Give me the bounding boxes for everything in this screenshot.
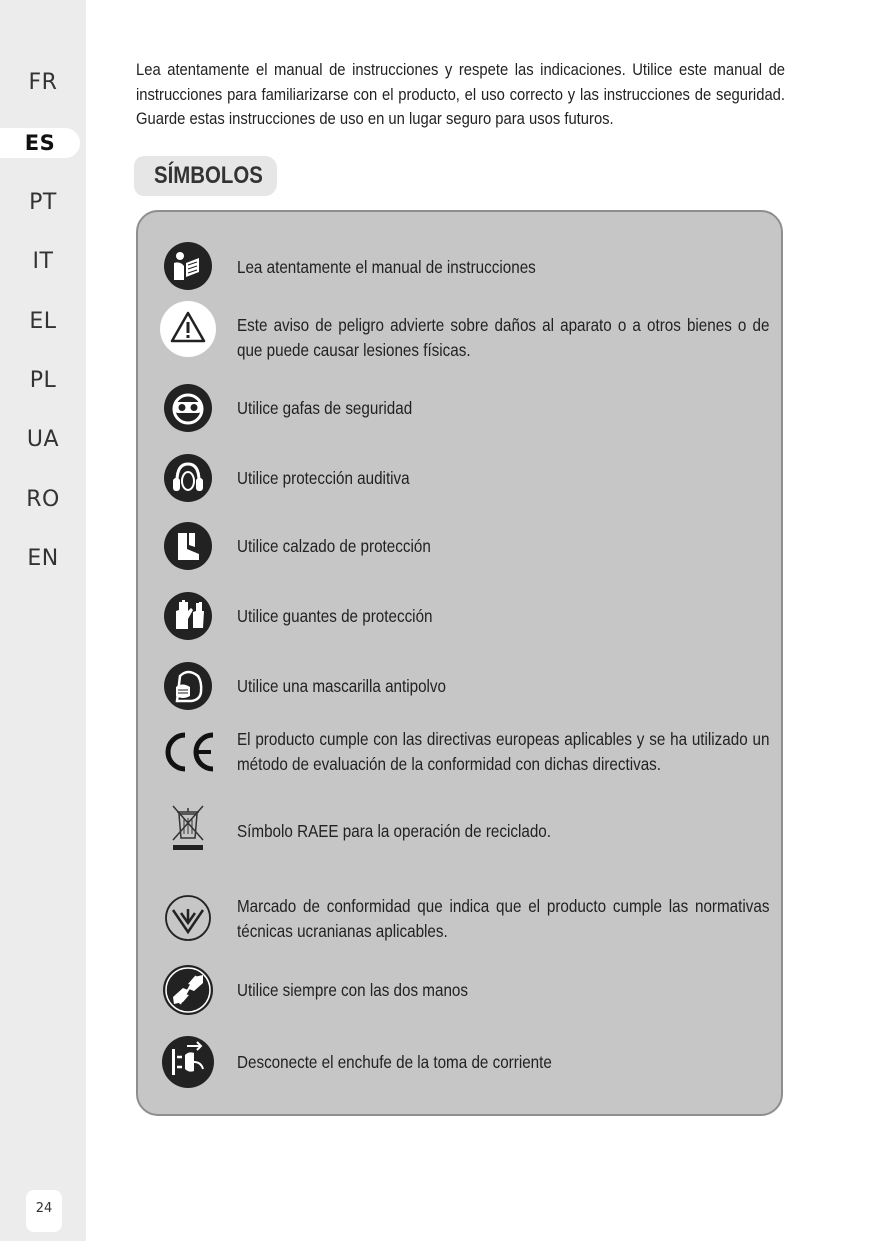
symbol-text: Desconecte el enchufe de la toma de corriente xyxy=(237,1052,552,1072)
lang-tab-ua[interactable]: UA xyxy=(26,427,60,452)
symbol-text: Lea atentamente el manual de instrucciones xyxy=(237,257,536,277)
warning-icon xyxy=(158,299,218,359)
lang-tab-pl[interactable]: PL xyxy=(29,368,57,393)
section-title xyxy=(134,156,277,196)
lang-tab-it[interactable]: IT xyxy=(32,249,54,274)
gloves-icon xyxy=(158,586,218,646)
symbol-text: Marcado de conformidad que indica que el producto cumple las normativas técnicas ucranianas aplicables. xyxy=(237,896,770,941)
symbol-text: Utilice protección auditiva xyxy=(237,468,410,488)
symbol-text: Este aviso de peligro advierte sobre daños al aparato o a otros bienes o de que puede causar lesiones físicas. xyxy=(237,315,770,360)
symbol-text: Utilice siempre con las dos manos xyxy=(237,980,469,1000)
symbol-text: Símbolo RAEE para la operación de reciclado. xyxy=(237,821,551,841)
lang-tab-en[interactable]: EN xyxy=(27,546,59,571)
ear-protection-icon xyxy=(158,448,218,508)
read-manual-icon xyxy=(158,236,218,296)
two-hands-icon xyxy=(158,960,218,1020)
lang-tab-fr[interactable]: FR xyxy=(28,70,58,95)
lang-tab-ro[interactable]: RO xyxy=(26,487,60,512)
symbols-panel xyxy=(136,210,783,1116)
symbol-text: El producto cumple con las directivas europeas aplicables y se ha utilizado un método de evaluación de la conformidad con dichas directivas. xyxy=(237,729,770,774)
symbol-text: Utilice una mascarilla antipolvo xyxy=(237,676,447,696)
ukrainian-conformity-icon xyxy=(158,888,218,948)
dust-mask-icon xyxy=(158,656,218,716)
symbol-text: Utilice calzado de protección xyxy=(237,536,431,556)
intro-paragraph: Lea atentamente el manual de instrucciones y respete las indicaciones. Utilice este manual de instrucciones para familiarizarse con el producto, el uso correcto y las instrucciones de seguridad. Guarde estas instrucciones de uso en un lugar seguro para usos futuros. xyxy=(136,60,786,128)
weee-bin-icon xyxy=(158,798,218,858)
lang-tab-el[interactable]: EL xyxy=(29,309,57,334)
ce-mark-icon xyxy=(158,722,218,782)
language-sidebar xyxy=(0,0,86,1241)
lang-tab-es[interactable]: ES xyxy=(0,128,80,158)
lang-tab-pt[interactable]: PT xyxy=(29,190,57,215)
page-number: 24 xyxy=(26,1190,62,1232)
symbol-text: Utilice gafas de seguridad xyxy=(237,398,413,418)
safety-goggles-icon xyxy=(158,378,218,438)
section-title-text: SÍMBOLOS xyxy=(154,162,263,189)
symbol-text: Utilice guantes de protección xyxy=(237,606,433,626)
safety-boots-icon xyxy=(158,516,218,576)
unplug-icon xyxy=(158,1032,218,1092)
